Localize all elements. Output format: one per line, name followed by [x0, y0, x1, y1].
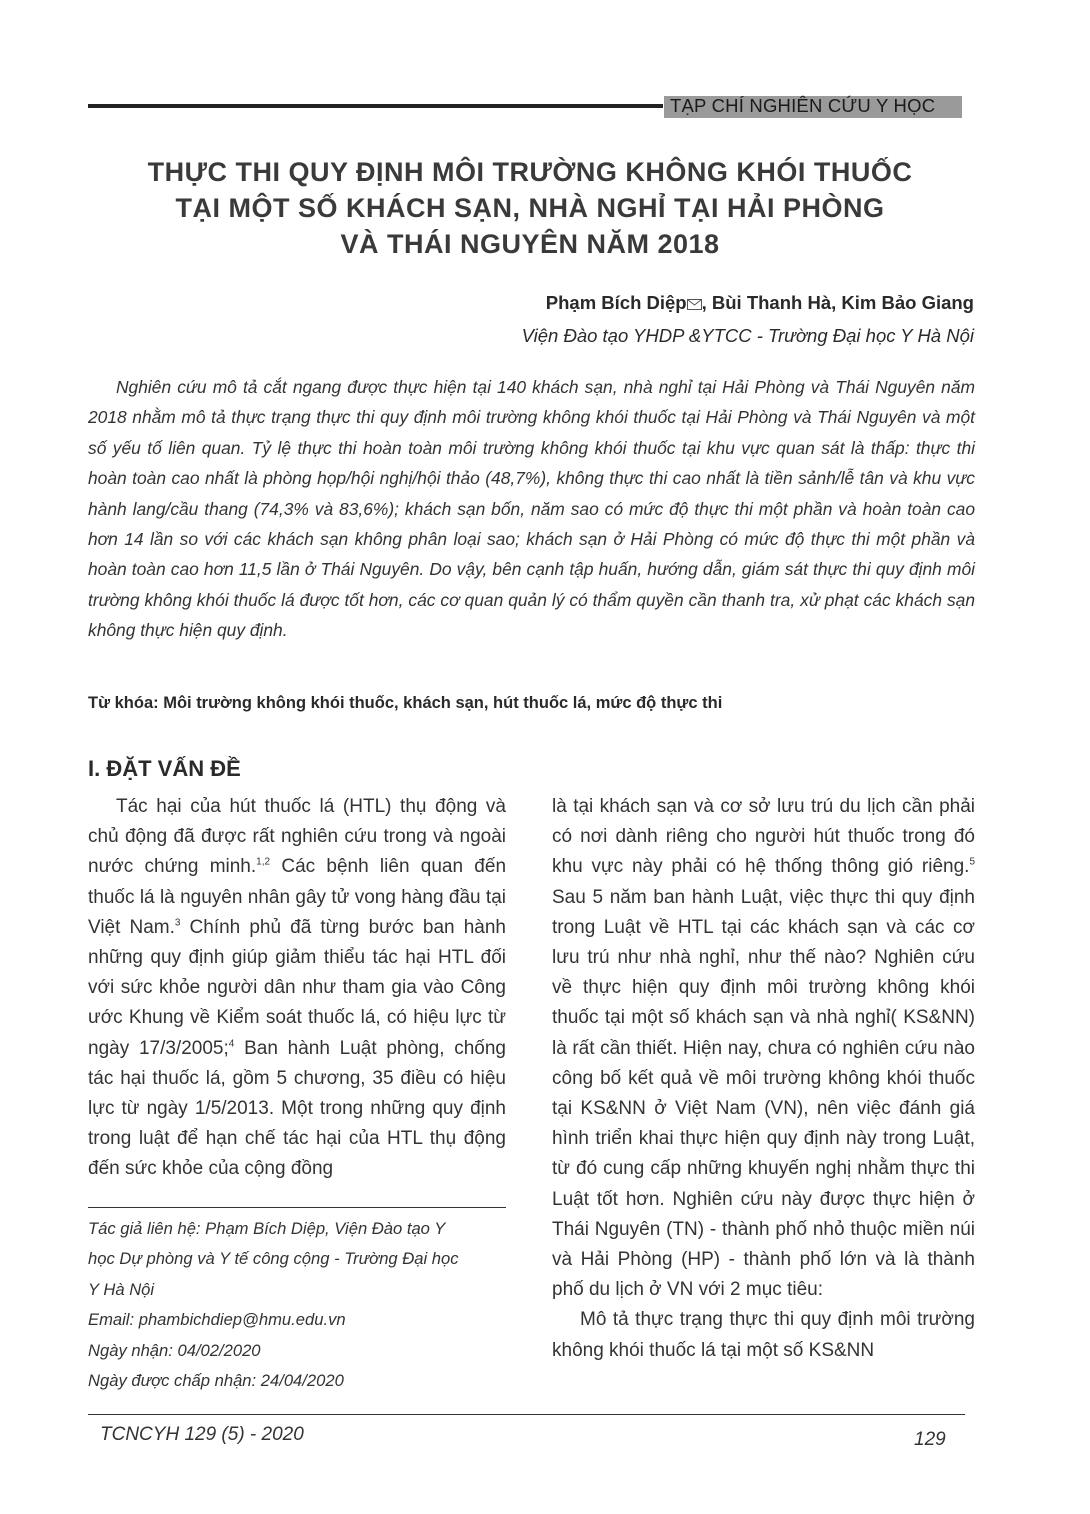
body-column-right: [552, 792, 975, 1366]
keywords: Từ khóa: Môi trường không khói thuốc, khách sạn, hút thuốc lá, mức độ thực thi: [88, 694, 723, 712]
citation: 1,2: [256, 857, 271, 869]
text-run: Sau 5 năm ban hành Luật, việc thực thi quy định trong Luật về HTL tại các khách sạn và các cơ lưu trú như nhà nghỉ, như thế nào? Nghiên cứu về thực hiện quy định môi trường không khói thuốc tại một số khách sạn và nhà nghỉ( KS&NN) là rất cần thiết. Hiện nay, chưa có nghiên cứu nào công bố kết quả về môi trường không khói thuốc tại KS&NN ở Việt Nam (VN), nên việc đánh giá hình triển khai thực hiện quy định này trong Luật, từ đó cung cấp những khuyến nghị nhằm thực thi Luật tốt hơn. Nghiên cứu này được thực hiện ở Thái Nguyên (TN) - thành phố nhỏ thuộc miền núi và Hải Phòng (HP) - thành phố lớn và là thành phố du lịch ở VN với 2 mục tiêu:: [552, 886, 975, 1301]
page-number: 129: [914, 1429, 946, 1450]
footnote: [88, 1214, 508, 1396]
author-first: Phạm Bích Diệp: [545, 292, 687, 313]
affiliation: Viện Đào tạo YHDP &YTCC - Trường Đại học Y Hà Nội: [521, 325, 974, 346]
citation: 3: [174, 917, 181, 929]
footer-journal-issue: TCNCYH 129 (5) - 2020: [100, 1424, 304, 1445]
text-run: Các bệnh liên quan đến thuốc lá là nguyên nhân gây tử vong hàng đầu tại Việt Nam.: [88, 856, 507, 938]
footnote-rule: [88, 1207, 506, 1208]
paragraph: [88, 792, 506, 1185]
footnote-line: Tác giả liên hệ: Phạm Bích Diệp, Viện Đào tạo Y: [88, 1219, 446, 1238]
text-run: Ban hành Luật phòng, chống tác hại thuốc lá, gồm 5 chương, 35 điều có hiệu lực từ ngày 1/5/2013. Một trong những quy định trong luật để hạn chế tác hại của HTL thụ động đến sức khỏe của cộng đồng: [88, 1037, 506, 1180]
author-line: [546, 292, 974, 314]
footnote-line: Y Hà Nội: [88, 1279, 155, 1299]
journal-header: TẠP CHÍ NGHIÊN CỨU Y HỌC: [670, 95, 936, 116]
paragraph: [552, 792, 975, 1305]
title-line-3: VÀ THÁI NGUYÊN NĂM 2018: [340, 229, 720, 259]
footnote-line: học Dự phòng và Y tế công cộng - Trường Đại học: [88, 1249, 459, 1269]
author-rest: , Bùi Thanh Hà, Kim Bảo Giang: [701, 292, 974, 313]
footer-rule: [88, 1414, 965, 1415]
body-column-left: [88, 792, 506, 1185]
citation: 4: [228, 1038, 235, 1050]
paragraph: Mô tả thực trạng thực thi quy định môi trường không khói thuốc lá tại một số KS&NN: [552, 1309, 975, 1361]
envelope-icon: [687, 293, 702, 304]
citation: 5: [969, 857, 975, 869]
title-line-1: THỰC THI QUY ĐỊNH MÔI TRƯỜNG KHÔNG KHÓI THUỐC: [147, 157, 913, 187]
text-run: là tại khách sạn và cơ sở lưu trú du lịch cần phải có nơi dành riêng cho người hút thuốc trong đó khu vực này phải có hệ thống thông gió riêng.: [552, 796, 975, 878]
header-rule: [88, 104, 663, 108]
title-line-2: TẠI MỘT SỐ KHÁCH SẠN, NHÀ NGHỈ TẠI HẢI PHÒNG: [175, 193, 885, 223]
text-run: Chính phủ đã từng bước ban hành những quy định giúp giảm thiểu tác hại HTL đối với sức khỏe người dân như tham gia vào Công ước Khung về Kiểm soát thuốc lá, có hiệu lực từ ngày 17/3/2005;: [88, 916, 506, 1059]
abstract: Nghiên cứu mô tả cắt ngang được thực hiện tại 140 khách sạn, nhà nghỉ tại Hải Phòng và Thái Nguyên năm 2018 nhằm mô tả thực trạng thực thi quy định môi trường không khói thuốc tại Hải Phòng và Thái Nguyên và một số yếu tố liên quan. Tỷ lệ thực thi hoàn toàn môi trường không khói thuốc tại khu vực quan sát là thấp: thực thi hoàn toàn cao nhất là phòng họp/hội nghị/hội thảo (48,7%), không thực thi cao nhất là tiền sảnh/lễ tân và khu vực hành lang/cầu thang (74,3% và 83,6%); khách sạn bốn, năm sao có mức độ thực thi một phần và hoàn toàn cao hơn 14 lần so với các khách sạn không phân loại sao; khách sạn ở Hải Phòng có mức độ thực thi một phần và hoàn toàn cao hơn 11,5 lần ở Thái Nguyên. Do vậy, bên cạnh tập huấn, hướng dẫn, giám sát thực thi quy định môi trường không khói thuốc lá được tốt hơn, các cơ quan quản lý có thẩm quyền cần thanh tra, xử phạt các khách sạn không thực hiện quy định.: [88, 377, 975, 641]
footnote-accepted-date: Ngày được chấp nhận: 24/04/2020: [88, 1371, 344, 1391]
section-heading: I. ĐẶT VẤN ĐỀ: [88, 756, 241, 781]
footnote-received-date: Ngày nhận: 04/02/2020: [88, 1340, 261, 1360]
article-title: [90, 154, 970, 262]
footnote-email: Email: phambichdiep@hmu.edu.vn: [88, 1310, 346, 1330]
text-run: Tác hại của hút thuốc lá (HTL) thụ động và chủ động đã được rất nghiên cứu trong và ngoài nước chứng minh.: [88, 796, 506, 878]
